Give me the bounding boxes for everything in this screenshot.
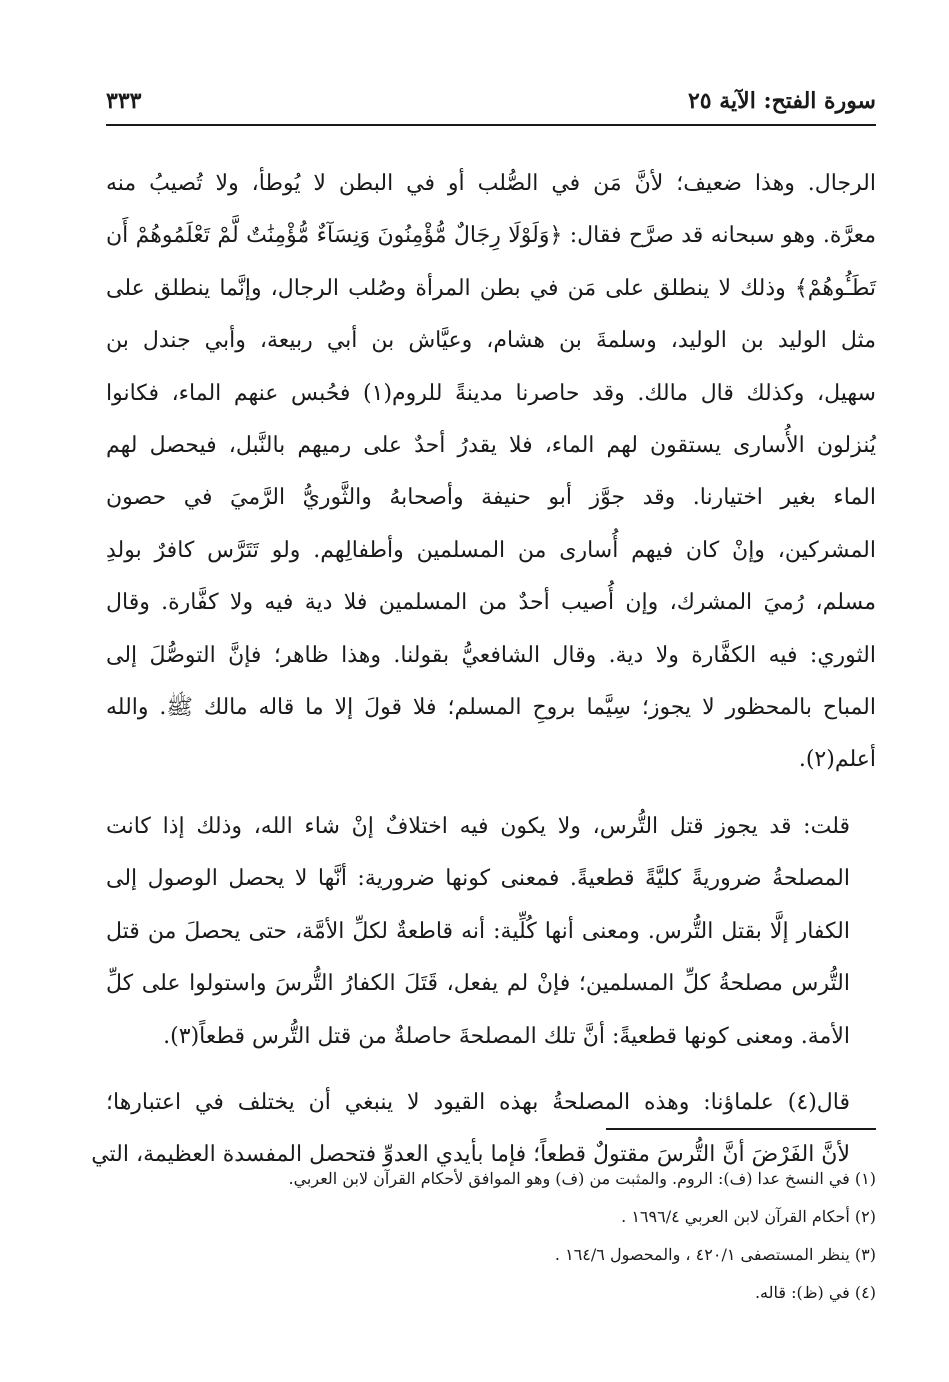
text-line: مثل الوليد بن الوليد، وسلمةَ بن هشام، وعيَّاش بن أبي ربيعة، وأبي جندل بن <box>106 328 876 354</box>
header-divider <box>106 124 876 126</box>
text-line: لأنَّ الفَرْضَ أنَّ التُّرسَ مقتولٌ قطعاً؛ فإما بأيدي العدوِّ فتحصل المفسدة العظيمة، التي <box>91 1142 850 1168</box>
text-line: قال(٤) علماؤنا: وهذه المصلحةُ بهذه القيود لا ينبغي أن يختلف في اعتبارها؛ <box>106 1089 850 1115</box>
text-line: الكفار إلَّا بقتل التُّرس. ومعنى أنها كُلِّية: أنه قاطعةٌ لكلِّ الأمَّة، حتى يحصلَ من قتل <box>106 918 850 944</box>
footnote-1: (١) في النسخ عدا (ف): الروم. والمثبت من (ف) وهو الموافق لأحكام القرآن لابن العربي. <box>288 1169 876 1188</box>
text-line: المصلحةُ ضروريةً كليَّةً قطعيةً. فمعنى كونها ضرورية: أنَّها لا يحصل الوصول إلى <box>106 866 850 892</box>
page-header <box>106 78 876 124</box>
paragraph-1 <box>106 158 876 787</box>
text-line: المشركين، وإنْ كان فيهم أُسارى من المسلمين وأطفالِهم. ولو تَتَرَّس كافرٌ بولدِ <box>106 537 876 563</box>
footnote-2: (٢) أحكام القرآن لابن العربي ١٦٩٦/٤ . <box>621 1207 876 1226</box>
surah-title: سورة الفتح: الآية ٢٥ <box>687 88 876 114</box>
footnote-4: (٤) في (ظ): قاله. <box>754 1283 876 1302</box>
footnote-3: (٣) ينظر المستصفى ٤٢٠/١ ، والمحصول ١٦٤/٦ . <box>554 1245 876 1264</box>
text-line: مسلم، رُميَ المشرك، وإن أُصيب أحدٌ من المسلمين فلا دية فيه ولا كفَّارة. وقال <box>106 590 876 616</box>
paragraph-2 <box>106 801 876 1063</box>
text-line: الثوري: فيه الكفَّارة ولا دية. وقال الشافعيُّ بقولنا. وهذا ظاهر؛ فإنَّ التوصُّلَ إلى <box>106 642 876 668</box>
text-line: الماء بغير اختيارنا. وقد جوَّز أبو حنيفة وأصحابهُ والثَّوريُّ الرَّميَ في حصون <box>106 485 876 511</box>
text-line: تَطَـُٔوهُمْ﴾ وذلك لا ينطلق على مَن في بطن المرأة وصُلب الرجال، وإنَّما ينطلق على <box>106 275 876 301</box>
text-line: التُّرس مصلحةُ كلِّ المسلمين؛ فإنْ لم يفعل، قَتَلَ الكفارُ التُّرسَ واستولوا على كلِّ <box>106 971 850 997</box>
footnote-divider <box>606 1128 876 1130</box>
page-number: ٣٣٣ <box>106 88 142 114</box>
text-line: قلت: قد يجوز قتل التُّرس، ولا يكون فيه اختلافٌ إنْ شاء الله، وذلك إذا كانت <box>106 813 850 839</box>
text-line: المباح بالمحظور لا يجوز؛ سِيَّما بروحِ المسلم؛ فلا قولَ إلا ما قاله مالك ﷺ. والله <box>106 695 876 721</box>
text-line: معرَّة. وهو سبحانه قد صرَّح فقال: ﴿وَلَوْلَا رِجَالٌ مُّؤْمِنُونَ وَنِسَآءٌ مُّؤْمِنَٰتٌ لَّمْ تَعْلَمُوهُمْ أَن <box>106 223 876 249</box>
main-text <box>91 158 876 1182</box>
footnotes <box>106 1160 876 1312</box>
text-line: الأمة. ومعنى كونها قطعيةً: أنَّ تلك المصلحةَ حاصلةٌ من قتل التُّرس قطعاً(٣). <box>163 1023 850 1049</box>
text-line: يُنزلون الأُسارى يستقون لهم الماء، فلا يقدرُ أحدٌ على رميهم بالنَّبل، فيحصل لهم <box>106 433 876 459</box>
text-line: سهيل، وكذلك قال مالك. وقد حاصرنا مدينةً للروم(١) فحُبس عنهم الماء، فكانوا <box>106 380 876 406</box>
text-line: الرجال. وهذا ضعيف؛ لأنَّ مَن في الصُّلب أو في البطن لا يُوطأ، ولا تُصيبُ منه <box>106 171 876 196</box>
text-line: أعلم(٢). <box>798 747 876 773</box>
